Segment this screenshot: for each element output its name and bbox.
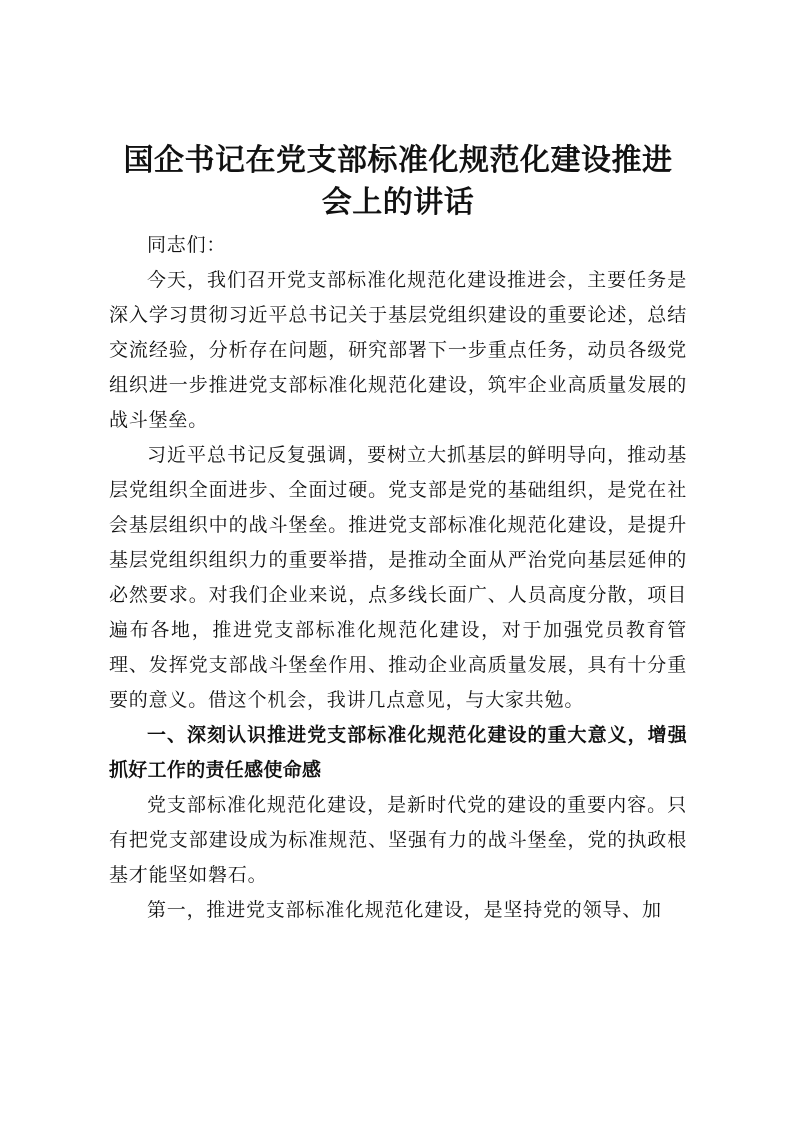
- document-body: [109, 140, 687, 928]
- document-title: 国企书记在党支部标准化规范化建设推进会上的讲话: [123, 143, 673, 220]
- section-heading: 一、深刻认识推进党支部标准化规范化建设的重大意义，增强抓好工作的责任感使命感: [109, 724, 687, 781]
- section-paragraph-first-point: 第一，推进党支部标准化规范化建设，是坚持党的领导、加: [147, 899, 662, 921]
- salutation: 同志们：: [147, 234, 227, 256]
- paragraph-background: 习近平总书记反复强调，要树立大抓基层的鲜明导向，推动基层党组织全面进步、全面过硬。党支部是党的基础组织，是党在社会基层组织中的战斗堡垒。推进党支部标准化规范化建设，是提升基层党组织组织力的重要举措，是推动全面从严治党向基层延伸的必然要求。对我们企业来说，点多线长面广、人员高度分散，项目遍布各地，推进党支部标准化规范化建设，对于加强党员教育管理、发挥党支部战斗堡垒作用、推动企业高质量发展，具有十分重要的意义。借这个机会，我讲几点意见，与大家共勉。: [109, 444, 687, 711]
- paragraph-opening: 今天，我们召开党支部标准化规范化建设推进会，主要任务是深入学习贯彻习近平总书记关于基层党组织建设的重要论述，总结交流经验，分析存在问题，研究部署下一步重点任务，动员各级党组织进一步推进党支部标准化规范化建设，筑牢企业高质量发展的战斗堡垒。: [109, 269, 687, 431]
- section-paragraph-intro: 党支部标准化规范化建设，是新时代党的建设的重要内容。只有把党支部建设成为标准规范、坚强有力的战斗堡垒，党的执政根基才能坚如磐石。: [109, 794, 687, 886]
